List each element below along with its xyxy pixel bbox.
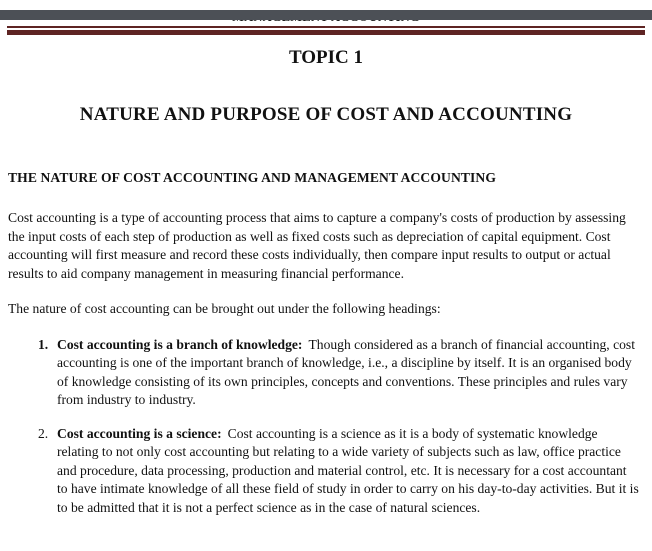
- page-subtitle: NATURE AND PURPOSE OF COST AND ACCOUNTING: [79, 104, 573, 125]
- page-title: TOPIC 1: [288, 47, 364, 68]
- list-item-number: 2.: [38, 425, 49, 441]
- document-page: [0, 47, 652, 517]
- header-rule: [7, 26, 645, 35]
- list-item-number: 1.: [38, 336, 49, 352]
- list-item-content: [57, 336, 644, 410]
- list-item: [8, 336, 644, 410]
- nature-headings-list: [8, 336, 644, 518]
- list-item-lead: Cost accounting is a science:: [57, 425, 222, 441]
- header-rule-thick-line: [7, 30, 645, 35]
- paragraph-list-intro: The nature of cost accounting can be brought out under the following headings:: [8, 301, 441, 316]
- window-top-bar: [0, 10, 652, 20]
- list-item-text: Though considered as a branch of financial accounting, cost accounting is one of the important branch of knowledge, i.e., a discipline by itself. It is an organised body of knowledge consisting of its own principles, concepts and conventions. These principles and rules vary from industry to industry.: [57, 336, 635, 407]
- section-heading: THE NATURE OF COST ACCOUNTING AND MANAGEMENT ACCOUNTING: [8, 170, 497, 185]
- list-item-content: [57, 425, 644, 518]
- list-item-lead: Cost accounting is a branch of knowledge:: [57, 336, 303, 352]
- list-item: [8, 425, 644, 518]
- list-item-text: Cost accounting is a science as it is a body of systematic knowledge relating to not only cost accounting but relating to a wide variety of subjects such as law, office practice and procedure, data processing, production and material control, etc. It is necessary for a cost accountant to have intimate knowledge of all these field of study in order to carry on his day-to-day activities. But it is to be admitted that it is not a perfect science as in the case of natural sciences.: [57, 425, 639, 515]
- paragraph-cost-accounting-definition: Cost accounting is a type of accounting process that aims to capture a company's costs of production by assessing the input costs of each step of production as well as fixed costs such as depreciation of capital equipment. Cost accounting will first measure and record these costs individually, then compare input results to output or actual results to aid company management in measuring financial performance.: [8, 210, 626, 281]
